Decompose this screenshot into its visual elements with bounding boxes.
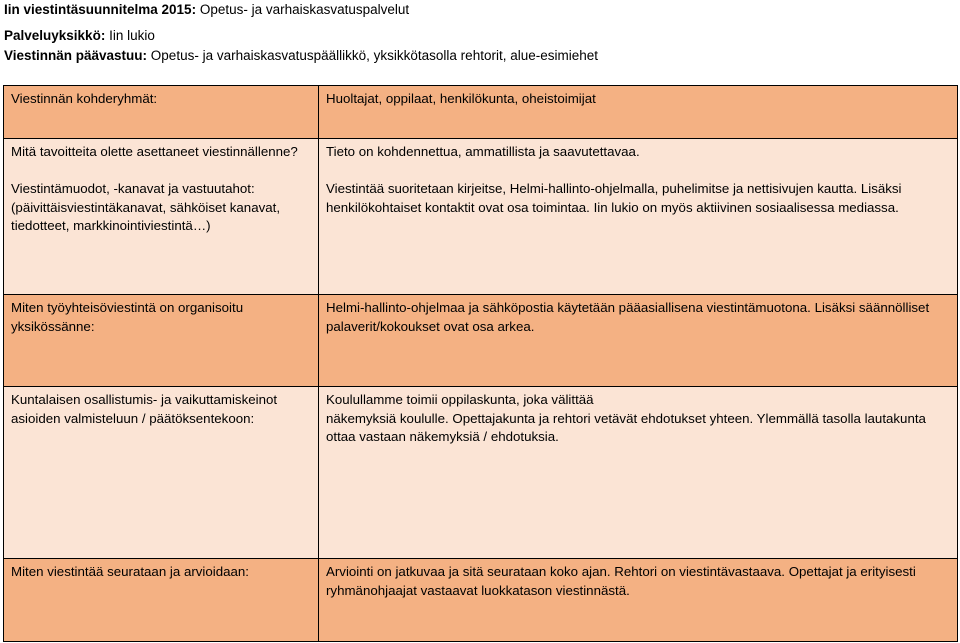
answer-channels: Viestintää suoritetaan kirjeitse, Helmi-hallinto-ohjelmalla, puhelimitse ja nettisivujen kautta. Lisäksi henkilökohtaiset kontaktit ovat osa toimintaa. Iin lukio on myös aktiivinen sosiaalisessa mediassa. [326, 181, 902, 215]
answer-cell [319, 295, 958, 387]
question-channels: Viestintämuodot, -kanavat ja vastuutahot: [11, 181, 255, 196]
question-channels-examples: (päivittäisviestintäkanavat, sähköiset kanavat, tiedotteet, markkinointiviestintä…) [11, 199, 281, 233]
answer-evaluation: Arviointi on jatkuvaa ja sitä seurataan koko ajan. Rehtori on viestintävastaava. Opettajat ja erityisesti ryhmänohjaajat vastaavat luokkatason viestinnästä. [326, 564, 916, 598]
answer-cell [319, 559, 958, 642]
answer-goals: Tieto on kohdennettua, ammatillista ja saavutettavaa. [326, 144, 640, 159]
title-label: Iin viestintäsuunnitelma 2015: [4, 2, 197, 17]
main-responsibility [4, 46, 598, 66]
table-row [4, 387, 958, 559]
table-row [4, 559, 958, 642]
question-evaluation: Miten viestintää seurataan ja arvioidaan: [11, 564, 250, 579]
question-cell [4, 139, 319, 295]
answer-cell [319, 387, 958, 559]
table-row [4, 86, 958, 139]
table-row [4, 295, 958, 387]
question-cell [4, 295, 319, 387]
responsible-value: Opetus- ja varhaiskasvatuspäällikkö, yksikkötasolla rehtorit, alue-esimiehet [147, 48, 598, 63]
answer-participation-line2: näkemyksiä koululle. Opettajakunta ja rehtori vetävät ehdotukset yhteen. Ylemmällä tasolla lautakunta ottaa vastaan näkemyksiä / ehdotuksia. [326, 410, 926, 444]
document-header [4, 0, 598, 66]
answer-target-groups: Huoltajat, oppilaat, henkilökunta, oheistoimijat [326, 91, 596, 106]
table-row [4, 139, 958, 295]
answer-internal-communication: Helmi-hallinto-ohjelmaa ja sähköpostia käytetään pääasiallisena viestintämuotona. Lisäksi säännölliset palaverit/kokoukset ovat osa arkea. [326, 300, 930, 334]
answer-cell [319, 139, 958, 295]
answer-cell [319, 86, 958, 139]
question-cell [4, 86, 319, 139]
communication-plan-table [3, 85, 958, 642]
unit-label: Palveluyksikkö: [4, 28, 106, 43]
question-cell [4, 387, 319, 559]
service-unit [4, 26, 598, 46]
question-cell [4, 559, 319, 642]
unit-value: Iin lukio [105, 28, 155, 43]
document-title [4, 0, 598, 20]
responsible-label: Viestinnän päävastuu: [4, 48, 148, 63]
question-target-groups: Viestinnän kohderyhmät: [11, 91, 158, 106]
question-internal-communication: Miten työyhteisöviestintä on organisoitu yksikössänne: [11, 300, 244, 334]
answer-participation-line1: Koulullamme toimii oppilaskunta, joka välittää [326, 392, 594, 407]
question-participation: Kuntalaisen osallistumis- ja vaikuttamiskeinot asioiden valmisteluun / päätöksentekoon: [11, 392, 278, 426]
question-goals: Mitä tavoitteita olette asettaneet viestinnällenne? [11, 144, 298, 159]
title-value: Opetus- ja varhaiskasvatuspalvelut [196, 2, 410, 17]
